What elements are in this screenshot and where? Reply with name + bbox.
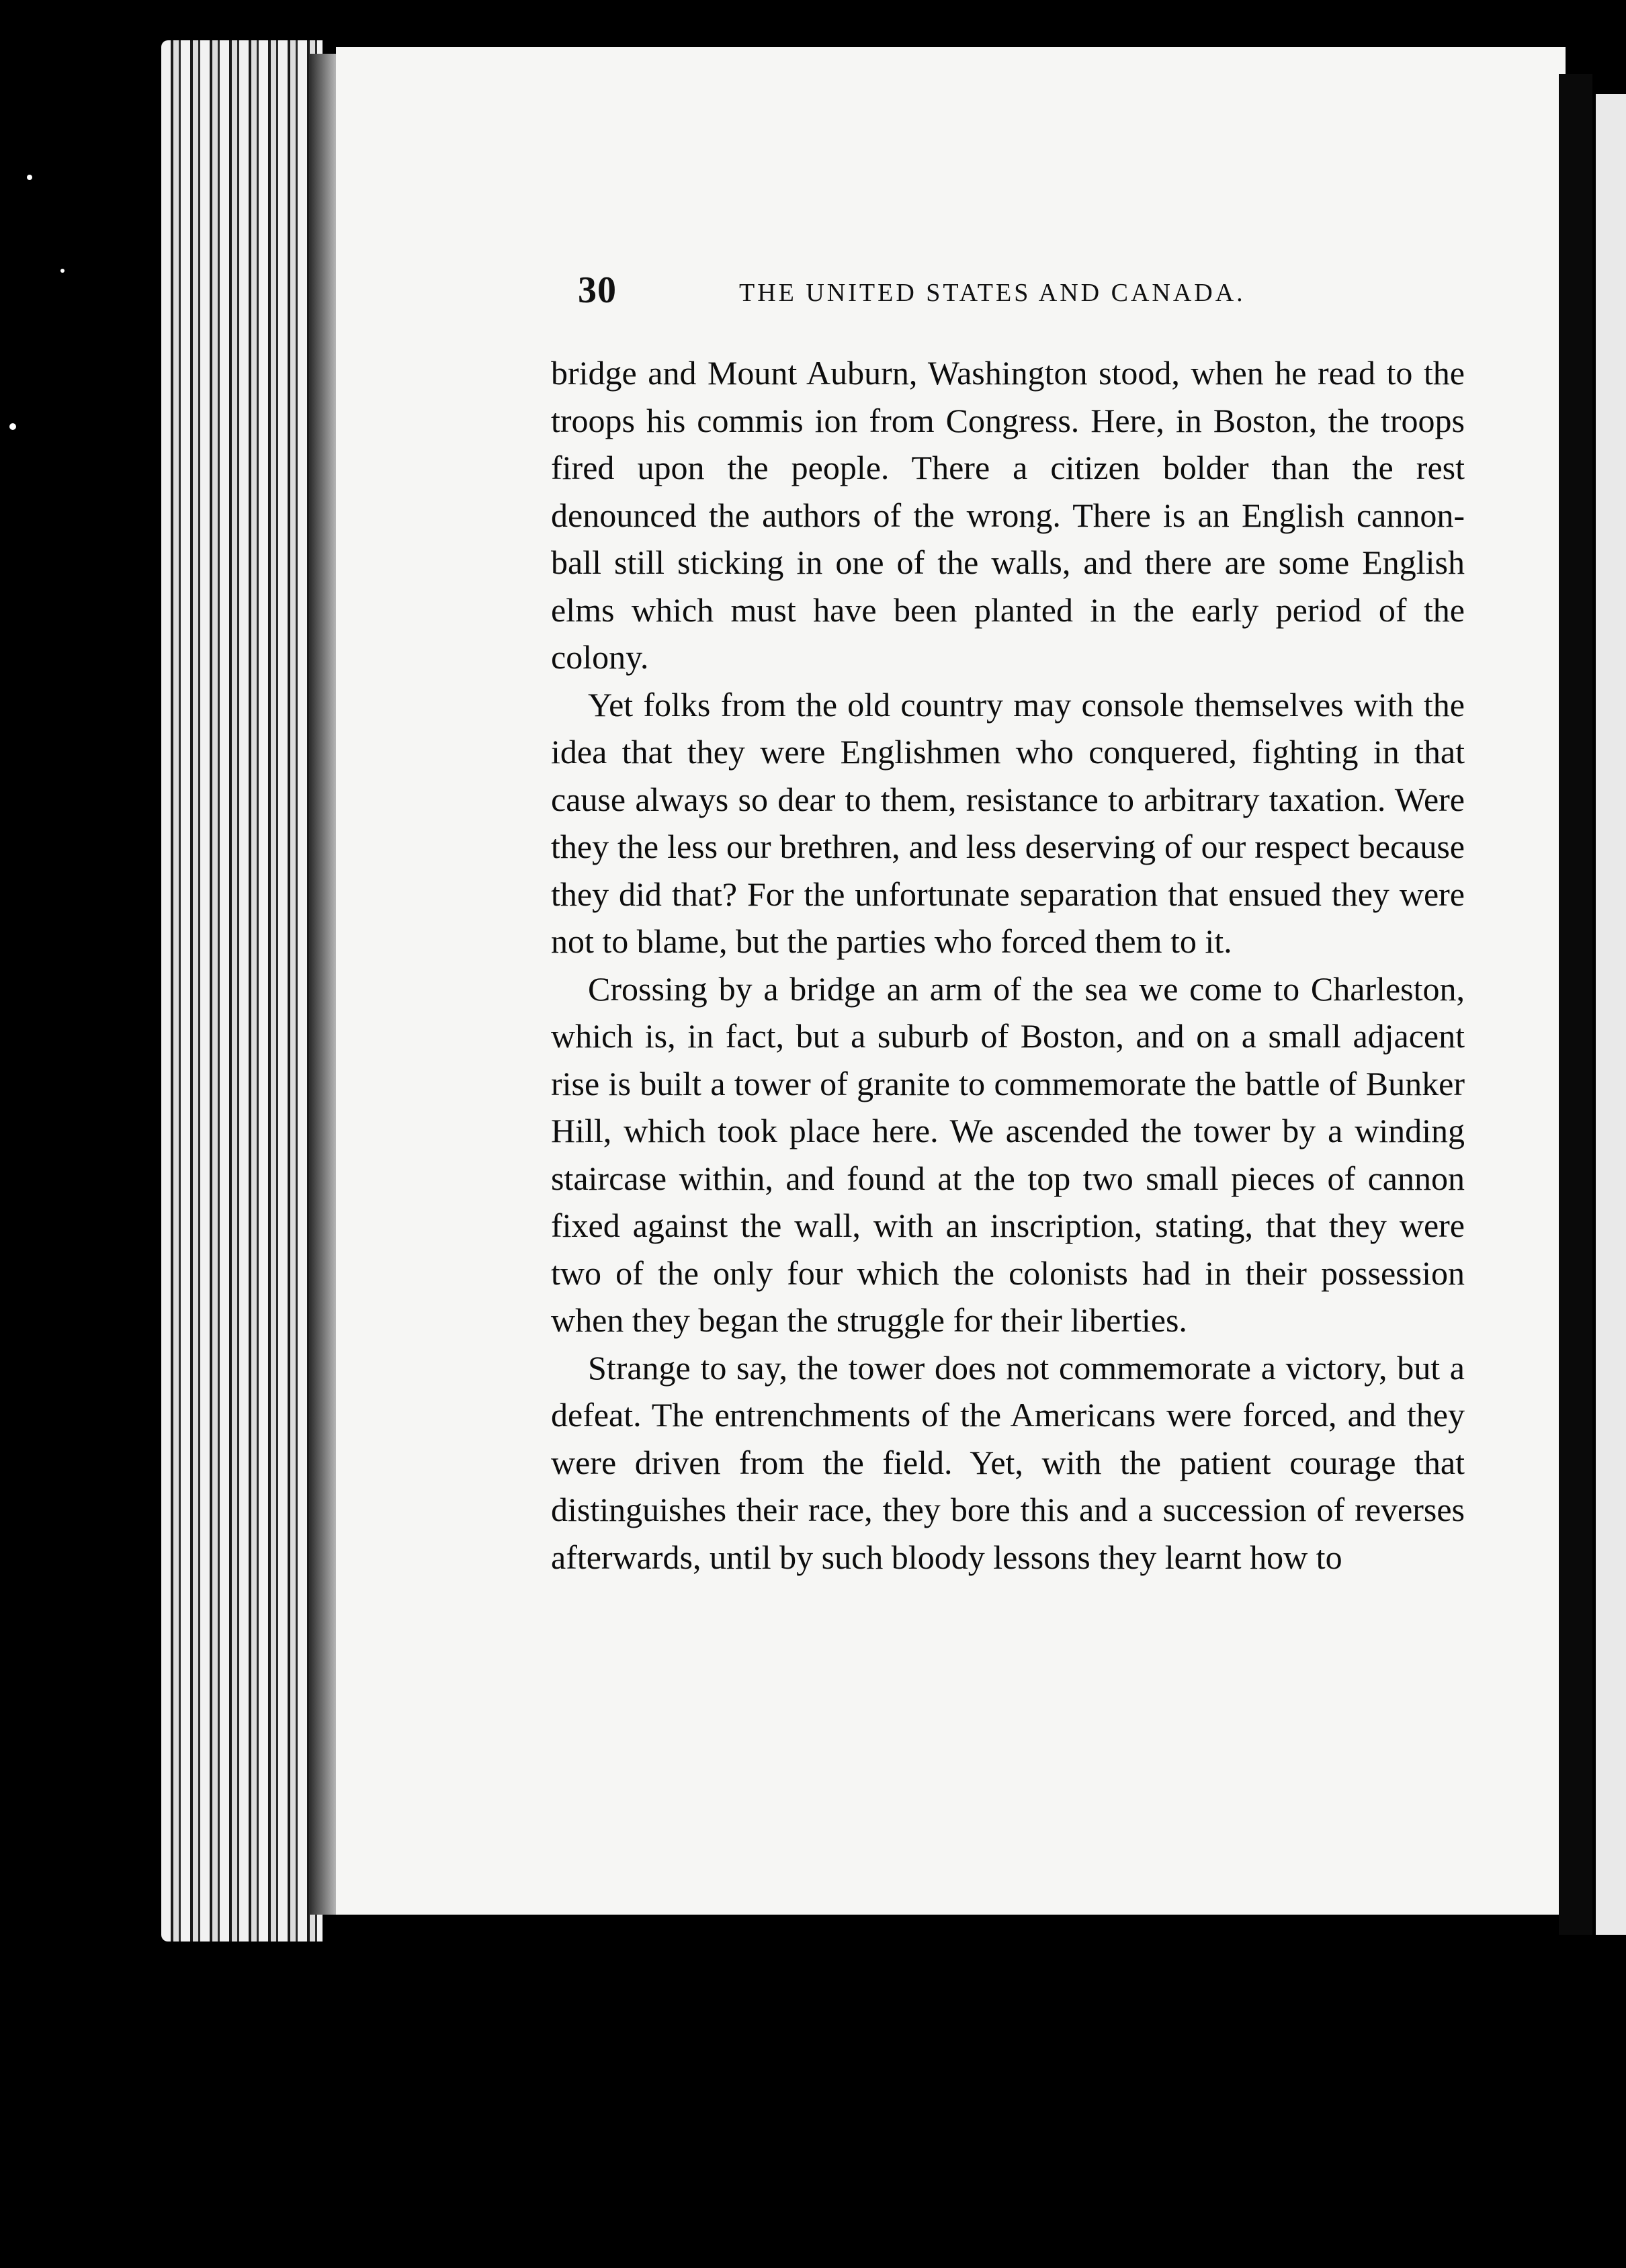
facing-page-sliver xyxy=(1596,94,1626,1935)
page-number: 30 xyxy=(578,269,617,311)
scan-speck xyxy=(60,269,65,273)
paragraph: bridge and Mount Auburn, Washington stood, when he read to the troops his commis ion from Congress. Here, in Boston, the troops fired upon the people. There a citizen bolder than the rest denounced the authors of the wrong. There is an English cannon-ball still sticking in one of the walls, and there are some English elms which must have been planted in the early period of the colony. xyxy=(551,354,1465,676)
paragraph: Yet folks from the old country may console themselves with the idea that they were Englishmen who conquered, fighting in that cause always so dear to them, resistance to arbitrary taxation. Were they the less our brethren, and less deserving of our respect because they did that? For the unfortunate separation that ensued they were not to blame, but the parties who forced them to it. xyxy=(551,685,1465,960)
body-text xyxy=(551,349,1465,1581)
page-header xyxy=(578,269,1505,329)
running-head: THE UNITED STATES AND CANADA. xyxy=(739,279,1246,307)
scan-speck xyxy=(9,423,16,430)
scan-speck xyxy=(27,175,32,180)
book-page-edges xyxy=(161,40,323,1942)
page-binding-edge xyxy=(1559,74,1592,1935)
paragraph: Crossing by a bridge an arm of the sea we come to Charleston, which is, in fact, but a suburb of Boston, and on a small adjacent rise is built a tower of granite to commemorate the battle of Bunker Hill, which took place here. We ascended the tower by a winding staircase within, and found at the top two small pieces of cannon fixed against the wall, with an inscription, stating, that they were two of the only four which the colonists had in their possession when they began the struggle for their liberties. xyxy=(551,969,1465,1339)
paragraph: Strange to say, the tower does not commemorate a victory, but a defeat. The entrenchments of the Americans were forced, and they were driven from the field. Yet, with the patient courage that distinguishes their race, they bore this and a succession of reverses afterwards, until by such bloody lessons they learnt how to xyxy=(551,1348,1465,1576)
